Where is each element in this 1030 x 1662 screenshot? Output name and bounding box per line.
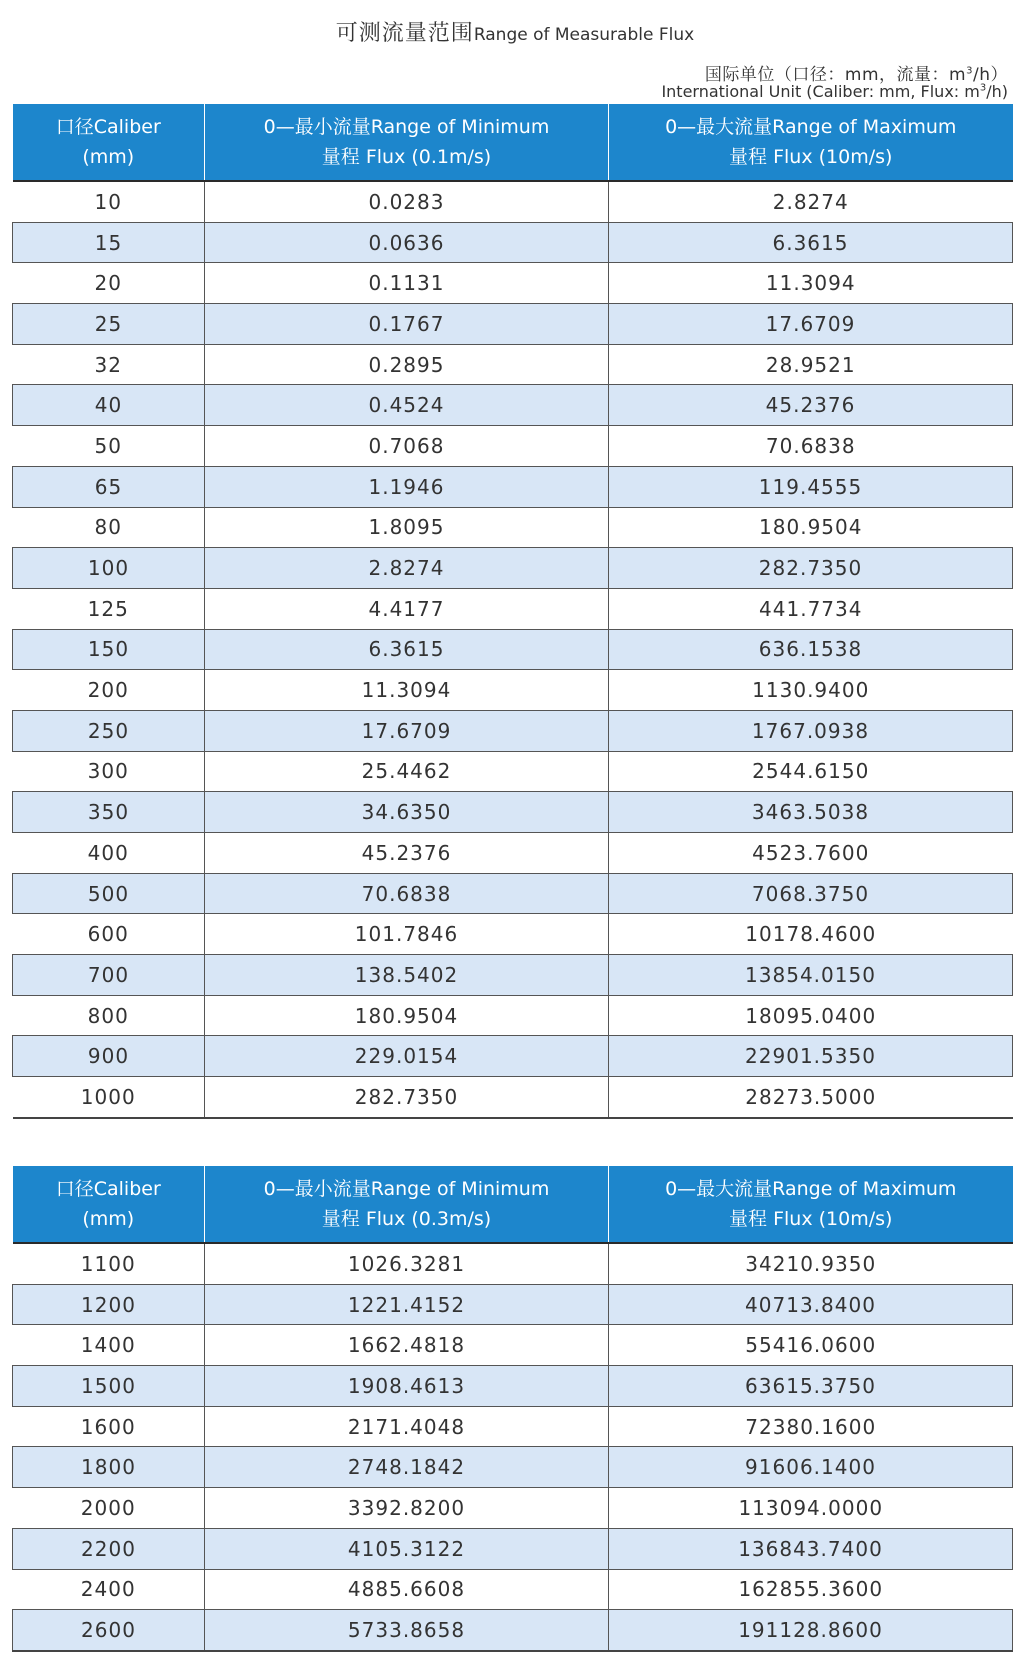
table-row (13, 629, 1013, 670)
cell-min-flux: 17.6709 (205, 710, 609, 751)
cell-max-flux: 45.2376 (609, 385, 1013, 426)
cell-min-flux: 0.1767 (205, 304, 609, 345)
cell-caliber: 10 (13, 181, 205, 222)
cell-max-flux: 1130.9400 (609, 670, 1013, 711)
cell-min-flux: 2.8274 (205, 548, 609, 589)
header-min-flux (205, 1166, 609, 1243)
table-row (13, 1569, 1013, 1610)
table-row (13, 1528, 1013, 1569)
cell-caliber: 300 (13, 751, 205, 792)
cell-max-flux: 34210.9350 (609, 1243, 1013, 1284)
cell-min-flux: 1026.3281 (205, 1243, 609, 1284)
cell-min-flux: 11.3094 (205, 670, 609, 711)
cell-min-flux: 4105.3122 (205, 1528, 609, 1569)
cell-caliber: 150 (13, 629, 205, 670)
cell-caliber: 50 (13, 426, 205, 467)
header-caliber (13, 1166, 205, 1243)
unit-note-en (661, 82, 1008, 101)
header-min-flux (205, 104, 609, 181)
table-row (13, 588, 1013, 629)
table-row (13, 466, 1013, 507)
unit-note-en-sup: 3 (979, 82, 987, 94)
flux-table-small-caliber (12, 104, 1013, 1119)
cell-caliber: 1800 (13, 1447, 205, 1488)
table-row (13, 710, 1013, 751)
unit-note-en-tail: /h) (986, 82, 1008, 101)
unit-note-cn-sup: 3 (966, 65, 973, 77)
table-row (13, 1447, 1013, 1488)
cell-max-flux: 136843.7400 (609, 1528, 1013, 1569)
cell-caliber: 800 (13, 995, 205, 1036)
cell-max-flux: 11.3094 (609, 263, 1013, 304)
table-row (13, 1325, 1013, 1366)
cell-min-flux: 34.6350 (205, 792, 609, 833)
table-row (13, 181, 1013, 222)
cell-max-flux: 72380.1600 (609, 1406, 1013, 1447)
cell-max-flux: 162855.3600 (609, 1569, 1013, 1610)
cell-caliber: 2600 (13, 1610, 205, 1651)
table-row (13, 263, 1013, 304)
header-max-line1: 0—最大流量Range of Maximum (665, 116, 957, 138)
cell-caliber: 900 (13, 1036, 205, 1077)
cell-max-flux: 113094.0000 (609, 1488, 1013, 1529)
cell-max-flux: 119.4555 (609, 466, 1013, 507)
cell-caliber: 1400 (13, 1325, 205, 1366)
cell-min-flux: 0.0636 (205, 222, 609, 263)
cell-min-flux: 1.8095 (205, 507, 609, 548)
cell-caliber: 65 (13, 466, 205, 507)
table-row (13, 751, 1013, 792)
cell-max-flux: 180.9504 (609, 507, 1013, 548)
table-row (13, 385, 1013, 426)
cell-max-flux: 191128.8600 (609, 1610, 1013, 1651)
cell-max-flux: 441.7734 (609, 588, 1013, 629)
cell-min-flux: 4885.6608 (205, 1569, 609, 1610)
unit-note-cn-text: 国际单位（口径：mm，流量：m (704, 65, 967, 85)
cell-caliber: 125 (13, 588, 205, 629)
cell-caliber: 25 (13, 304, 205, 345)
cell-caliber: 2200 (13, 1528, 205, 1569)
page-title (0, 16, 1030, 47)
header-max-line2: 量程 Flux (10m/s) (729, 1208, 893, 1230)
cell-max-flux: 2.8274 (609, 181, 1013, 222)
header-caliber (13, 104, 205, 181)
cell-min-flux: 2171.4048 (205, 1406, 609, 1447)
cell-min-flux: 2748.1842 (205, 1447, 609, 1488)
cell-max-flux: 10178.4600 (609, 914, 1013, 955)
table-header-row (13, 1166, 1013, 1243)
cell-caliber: 2400 (13, 1569, 205, 1610)
unit-note-cn-tail: /h） (972, 65, 1008, 85)
cell-caliber: 20 (13, 263, 205, 304)
table-row (13, 1366, 1013, 1407)
table-row (13, 344, 1013, 385)
cell-caliber: 200 (13, 670, 205, 711)
header-max-line1: 0—最大流量Range of Maximum (665, 1178, 957, 1200)
header-min-line1: 0—最小流量Range of Minimum (263, 1178, 550, 1200)
cell-max-flux: 22901.5350 (609, 1036, 1013, 1077)
cell-max-flux: 55416.0600 (609, 1325, 1013, 1366)
cell-caliber: 500 (13, 873, 205, 914)
table-row (13, 1243, 1013, 1284)
header-min-line2: 量程 Flux (0.1m/s) (321, 146, 492, 168)
cell-min-flux: 25.4462 (205, 751, 609, 792)
cell-min-flux: 5733.8658 (205, 1610, 609, 1651)
table-row (13, 670, 1013, 711)
cell-min-flux: 229.0154 (205, 1036, 609, 1077)
table-row (13, 833, 1013, 874)
cell-min-flux: 4.4177 (205, 588, 609, 629)
table-header-row (13, 104, 1013, 181)
table-row (13, 507, 1013, 548)
table-row (13, 1077, 1013, 1118)
cell-caliber: 100 (13, 548, 205, 589)
table-row (13, 995, 1013, 1036)
cell-caliber: 1100 (13, 1243, 205, 1284)
table-row (13, 1610, 1013, 1651)
table-row (13, 914, 1013, 955)
page-title-cn: 可测流量范围 (335, 21, 474, 46)
table-row (13, 955, 1013, 996)
cell-caliber: 40 (13, 385, 205, 426)
header-caliber-line2: (mm) (82, 1208, 135, 1230)
cell-caliber: 32 (13, 344, 205, 385)
cell-max-flux: 40713.8400 (609, 1284, 1013, 1325)
cell-max-flux: 1767.0938 (609, 710, 1013, 751)
cell-min-flux: 0.4524 (205, 385, 609, 426)
cell-caliber: 1600 (13, 1406, 205, 1447)
table-row (13, 1284, 1013, 1325)
cell-min-flux: 3392.8200 (205, 1488, 609, 1529)
table-row (13, 1488, 1013, 1529)
cell-min-flux: 0.2895 (205, 344, 609, 385)
cell-caliber: 1500 (13, 1366, 205, 1407)
cell-min-flux: 180.9504 (205, 995, 609, 1036)
table-row (13, 792, 1013, 833)
cell-caliber: 80 (13, 507, 205, 548)
cell-caliber: 250 (13, 710, 205, 751)
cell-max-flux: 3463.5038 (609, 792, 1013, 833)
table-row (13, 222, 1013, 263)
flux-table-large-caliber (12, 1166, 1013, 1652)
cell-min-flux: 0.0283 (205, 181, 609, 222)
header-caliber-line2: (mm) (82, 146, 135, 168)
cell-max-flux: 70.6838 (609, 426, 1013, 467)
cell-caliber: 15 (13, 222, 205, 263)
cell-caliber: 2000 (13, 1488, 205, 1529)
header-min-line1: 0—最小流量Range of Minimum (263, 116, 550, 138)
cell-min-flux: 1221.4152 (205, 1284, 609, 1325)
cell-caliber: 400 (13, 833, 205, 874)
cell-caliber: 1000 (13, 1077, 205, 1118)
cell-max-flux: 17.6709 (609, 304, 1013, 345)
cell-max-flux: 282.7350 (609, 548, 1013, 589)
unit-note-en-text: International Unit (Caliber: mm, Flux: m (661, 82, 980, 101)
header-max-line2: 量程 Flux (10m/s) (729, 146, 893, 168)
cell-max-flux: 91606.1400 (609, 1447, 1013, 1488)
cell-min-flux: 70.6838 (205, 873, 609, 914)
table-row (13, 873, 1013, 914)
cell-min-flux: 45.2376 (205, 833, 609, 874)
cell-max-flux: 4523.7600 (609, 833, 1013, 874)
cell-max-flux: 18095.0400 (609, 995, 1013, 1036)
table-row (13, 1406, 1013, 1447)
cell-min-flux: 0.1131 (205, 263, 609, 304)
cell-caliber: 350 (13, 792, 205, 833)
cell-max-flux: 63615.3750 (609, 1366, 1013, 1407)
cell-caliber: 1200 (13, 1284, 205, 1325)
cell-min-flux: 6.3615 (205, 629, 609, 670)
cell-caliber: 700 (13, 955, 205, 996)
cell-min-flux: 0.7068 (205, 426, 609, 467)
table-row (13, 304, 1013, 345)
cell-max-flux: 7068.3750 (609, 873, 1013, 914)
cell-min-flux: 138.5402 (205, 955, 609, 996)
table-row (13, 1036, 1013, 1077)
header-caliber-line1: 口径Caliber (55, 1178, 161, 1200)
page-title-en: Range of Measurable Flux (473, 25, 695, 45)
cell-min-flux: 1662.4818 (205, 1325, 609, 1366)
cell-min-flux: 101.7846 (205, 914, 609, 955)
header-max-flux (609, 1166, 1013, 1243)
table-row (13, 548, 1013, 589)
cell-max-flux: 28.9521 (609, 344, 1013, 385)
cell-max-flux: 2544.6150 (609, 751, 1013, 792)
cell-min-flux: 282.7350 (205, 1077, 609, 1118)
cell-max-flux: 6.3615 (609, 222, 1013, 263)
header-min-line2: 量程 Flux (0.3m/s) (321, 1208, 492, 1230)
cell-caliber: 600 (13, 914, 205, 955)
header-caliber-line1: 口径Caliber (55, 116, 161, 138)
cell-max-flux: 13854.0150 (609, 955, 1013, 996)
cell-max-flux: 636.1538 (609, 629, 1013, 670)
cell-min-flux: 1908.4613 (205, 1366, 609, 1407)
cell-min-flux: 1.1946 (205, 466, 609, 507)
header-max-flux (609, 104, 1013, 181)
table-row (13, 426, 1013, 467)
cell-max-flux: 28273.5000 (609, 1077, 1013, 1118)
